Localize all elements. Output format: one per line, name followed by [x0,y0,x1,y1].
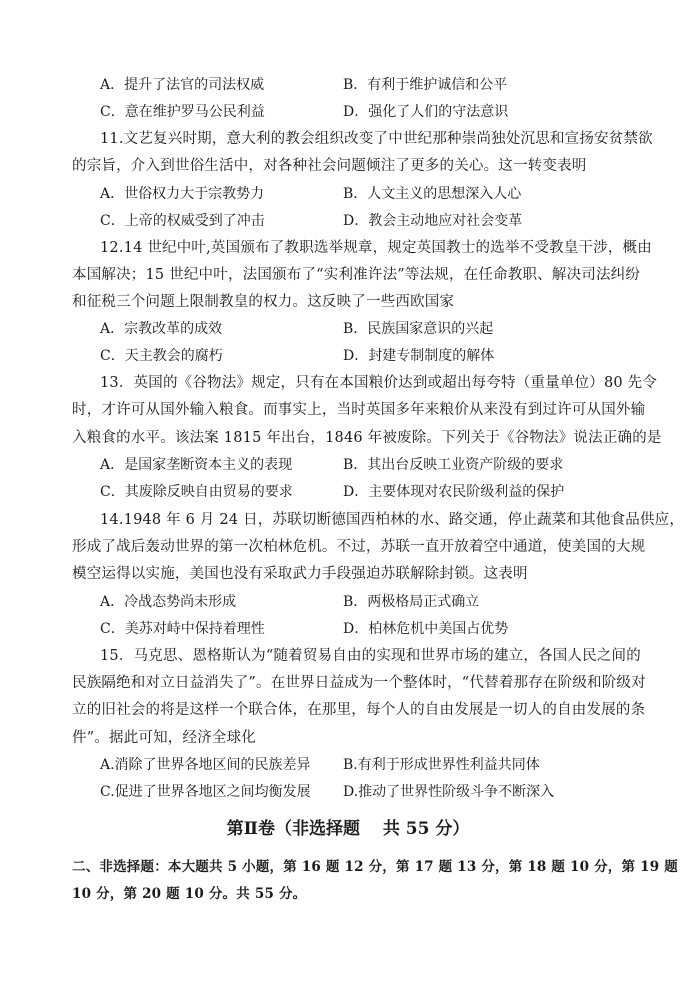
q11-stem-line-2: 的宗旨，介入到世俗生活中，对各种社会问题倾注了更多的关心。这一转变表明 [72,158,587,174]
q11-stem-line-1: 11.文艺复兴时期，意大利的教会组织改变了中世纪那种崇尚独处沉思和宣扬安贫禁欲 [100,131,653,147]
q14-stem-line-1: 14.1948 年 6 月 24 日，苏联切断德国西柏林的水、路交通，停止蔬菜和其他食品供应， [100,512,685,528]
q11-option-c: C．上帝的权威受到了冲击 [100,213,265,229]
q11-option-d: D．教会主动地应对社会变革 [343,213,523,229]
q14-option-a: A．冷战态势尚未形成 [100,594,237,610]
q15-option-d: D.推动了世界性阶级斗争不断深入 [343,784,555,800]
q14-option-d: D．柏林危机中美国占优势 [343,621,509,637]
q14-stem-line-3: 模空运得以实施，美国也没有采取武力手段强迫苏联解除封锁。这表明 [72,566,528,582]
q12-option-c: C．天主教会的腐朽 [100,348,223,364]
q10-option-d: D．强化了人们的守法意识 [343,104,509,120]
q10-option-a: A．提升了法官的司法权威 [100,77,265,93]
q11-option-b: B．人文主义的思想深入人心 [343,186,522,202]
q12-stem-line-2: 本国解决；15 世纪中叶，法国颁布了“实利准许法”等法规，在任命教职、解决司法纠纷 [72,267,641,283]
q13-option-a: A．是国家垄断资本主义的表现 [100,457,293,473]
q15-stem-line-3: 立的旧社会的将是这样一个联合体，在那里，每个人的自由发展是一切人的自由发展的条 [72,702,646,718]
q13-option-c: C．其废除反映自由贸易的要求 [100,484,293,500]
q12-stem-line-1: 12.14 世纪中叶,英国颁布了教职选举规章，规定英国教士的选举不受教皇干涉，概由 [100,240,652,256]
q11-option-a: A．世俗权力大于宗教势力 [100,186,265,202]
q15-stem-line-2: 民族隔绝和对立日益消失了”。在世界日益成为一个整体时，“代替着那存在阶级和阶级对 [72,675,646,691]
q15-stem-line-4: 件”。据此可知，经济全球化 [72,730,257,746]
section-2-instructions-line-1: 二、非选择题：本大题共 5 小题，第 16 题 12 分，第 17 题 13 分，第 18 题 10 分，第 19 题 [72,859,678,875]
q13-option-b: B．其出台反映工业资产阶级的要求 [343,457,564,473]
q13-stem-line-2: 时，才许可从国外输入粮食。而事实上，当时英国多年来粮价从来没有到过许可从国外输 [72,402,646,418]
q15-stem-line-1: 15．马克思、恩格斯认为“随着贸易自由的实现和世界市场的建立，各国人民之间的 [100,648,641,664]
q15-option-a: A.消除了世界各地区间的民族差异 [100,757,311,773]
q13-stem-line-3: 入粮食的水平。该法案 1815 年出台，1846 年被废除。下列关于《谷物法》说法正确的是 [72,430,662,446]
q15-option-c: C.促进了世界各地区之间均衡发展 [100,784,311,800]
q14-option-b: B．两极格局正式确立 [343,594,480,610]
q12-option-a: A．宗教改革的成效 [100,321,223,337]
q14-option-c: C．美苏对峙中保持着理性 [100,621,265,637]
q15-option-b: B.有利于形成世界性利益共同体 [343,757,540,773]
q10-option-b: B．有利于维护诚信和公平 [343,77,508,93]
q12-stem-line-3: 和征税三个问题上限制教皇的权力。这反映了一些西欧国家 [72,294,455,310]
q14-stem-line-2: 形成了战后轰动世界的第一次柏林危机。不过，苏联一直开放着空中通道，使美国的大规 [72,539,646,555]
q12-option-b: B．民族国家意识的兴起 [343,321,494,337]
section-2-title: 第Ⅱ卷（非选择题 共 55 分） [226,819,470,839]
q13-stem-line-1: 13．英国的《谷物法》规定，只有在本国粮价达到或超出每夸特（重量单位）80 先令 [100,375,658,391]
q12-option-d: D．封建专制制度的解体 [343,348,495,364]
section-2-instructions-line-2: 10 分，第 20 题 10 分。共 55 分。 [72,886,307,902]
q10-option-c: C．意在维护罗马公民利益 [100,104,265,120]
q13-option-d: D．主要体现对农民阶级利益的保护 [343,484,565,500]
